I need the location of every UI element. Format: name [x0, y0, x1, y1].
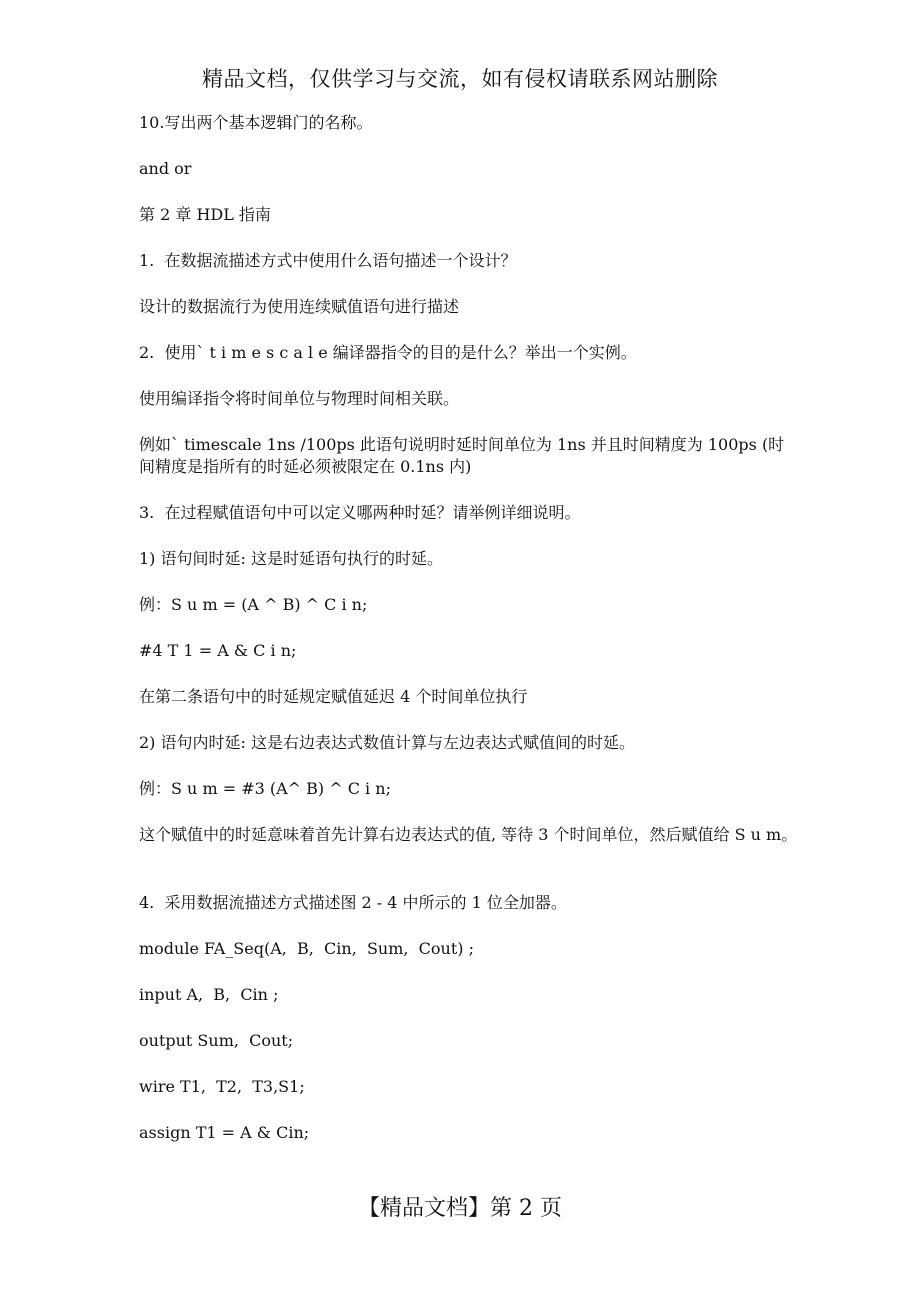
code-line: module FA_Seq(A, B, Cin, Sum, Cout) ; [139, 939, 474, 958]
code-line: input A, B, Cin ; [139, 985, 279, 1004]
answer-3-part-2: 2) 语句内时延: 这是右边表达式数值计算与左边表达式赋值间的时延。 [139, 733, 635, 752]
question-1: 1. 在数据流描述方式中使用什么语句描述一个设计？ [139, 251, 517, 270]
answer-2: 使用编译指令将时间单位与物理时间相关联。 [139, 389, 460, 408]
page-footer: 【精品文档】第 2 页 [358, 1196, 562, 1221]
example-line: 例：S u m = #3 (A^ B) ^ C i n; [139, 779, 391, 798]
question-2: 2. 使用` t i m e s c a l e 编译器指令的目的是什么？举出一个实例。 [139, 343, 637, 362]
question-4: 4. 采用数据流描述方式描述图 2 - 4 中所示的 1 位全加器。 [139, 893, 567, 912]
chapter-heading: 第 2 章 HDL 指南 [139, 205, 271, 224]
code-line: output Sum, Cout; [139, 1031, 294, 1050]
document-body [139, 112, 799, 1168]
page-header: 精品文档，仅供学习与交流，如有侵权请联系网站删除 [202, 67, 718, 91]
answer-1: 设计的数据流行为使用连续赋值语句进行描述 [139, 297, 460, 316]
answer-10: and or [139, 159, 192, 178]
code-line: wire T1, T2, T3,S1; [139, 1077, 305, 1096]
answer-3-explanation: 这个赋值中的时延意味着首先计算右边表达式的值, 等待 3 个时间单位，然后赋值给 S u m。 [139, 825, 798, 844]
question-3: 3. 在过程赋值语句中可以定义哪两种时延？请举例详细说明。 [139, 503, 581, 522]
code-line: #4 T 1 = A & C i n; [139, 641, 297, 660]
code-line: assign T1 = A & Cin; [139, 1123, 310, 1142]
answer-2-example: 例如` timescale 1ns /100ps 此语句说明时延时间单位为 1ns 并且时间精度为 100ps (时间精度是指所有的时延必须被限定在 0.1ns 内) [139, 435, 785, 476]
question-10: 10.写出两个基本逻辑门的名称。 [139, 113, 373, 132]
example-line: 例：S u m = (A ^ B) ^ C i n; [139, 595, 368, 614]
answer-3-note: 在第二条语句中的时延规定赋值延迟 4 个时间单位执行 [139, 687, 528, 706]
answer-3-part-1: 1) 语句间时延: 这是时延语句执行的时延。 [139, 549, 443, 568]
